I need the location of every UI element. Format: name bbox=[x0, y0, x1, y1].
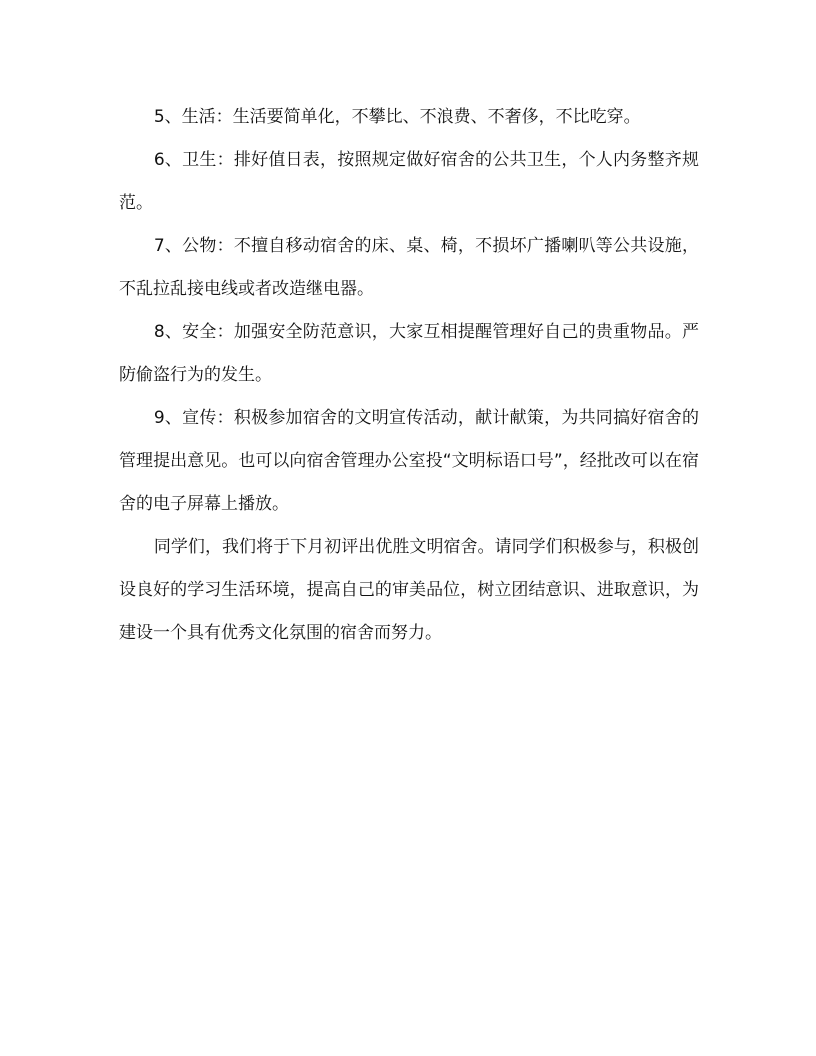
rule-item-public-property: 7、公物：不擅自移动宿舍的床、桌、椅，不损坏广播喇叭等公共设施，不乱拉乱接电线或者改造继电器。 bbox=[119, 236, 699, 299]
rule-item-publicity: 9、宣传：积极参加宿舍的文明宣传活动，献计献策，为共同搞好宿舍的管理提出意见。也可以向宿舍管理办公室投“文明标语口号”，经批改可以在宿舍的电子屏幕上播放。 bbox=[119, 408, 699, 514]
document-body bbox=[119, 96, 699, 655]
rule-item-life: 5、生活：生活要简单化，不攀比、不浪费、不奢侈，不比吃穿。 bbox=[153, 107, 641, 127]
closing-paragraph: 同学们，我们将于下月初评出优胜文明宿舍。请同学们积极参与，积极创设良好的学习生活环境，提高自己的审美品位，树立团结意识、进取意识，为建设一个具有优秀文化氛围的宿舍而努力。 bbox=[119, 537, 699, 643]
rule-item-safety: 8、安全：加强安全防范意识，大家互相提醒管理好自己的贵重物品。严防偷盗行为的发生。 bbox=[119, 322, 699, 385]
rule-item-hygiene: 6、卫生：排好值日表，按照规定做好宿舍的公共卫生，个人内务整齐规范。 bbox=[119, 150, 699, 213]
